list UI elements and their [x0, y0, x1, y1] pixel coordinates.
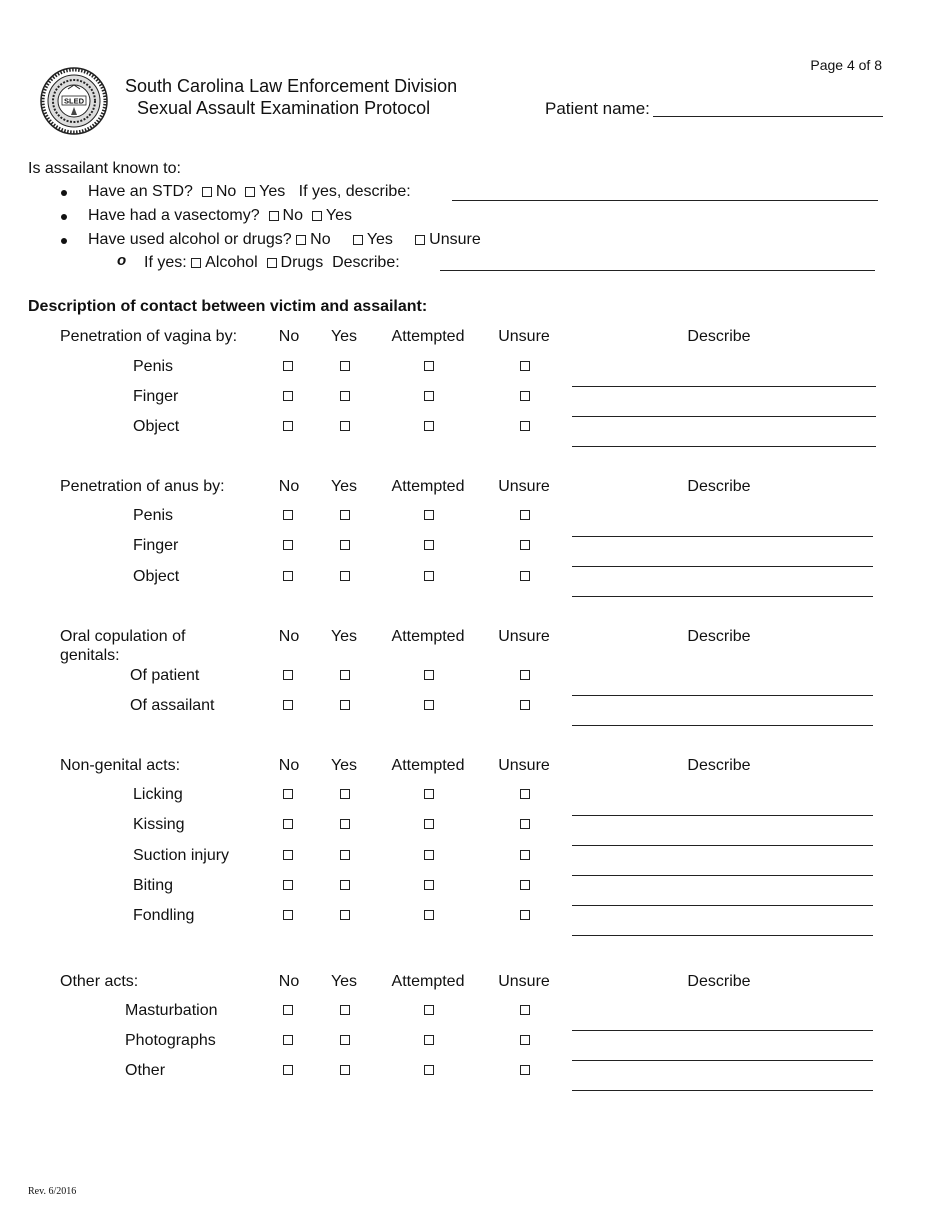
row-label: Masturbation	[125, 1002, 218, 1019]
row-label: Other	[125, 1062, 166, 1079]
describe-field[interactable]	[572, 536, 873, 537]
checkbox-unsure[interactable]	[520, 670, 530, 680]
describe-field[interactable]	[572, 815, 873, 816]
column-header-unsure: Unsure	[498, 628, 550, 645]
describe-field[interactable]	[572, 1090, 873, 1091]
svg-text:SLED: SLED	[63, 96, 85, 106]
patient-name-label: Patient name:	[545, 99, 650, 118]
substance-prefix: If yes:	[144, 254, 187, 271]
row-label: Licking	[133, 786, 183, 803]
alcohol-type-checkbox[interactable]	[191, 258, 201, 268]
checkbox-no[interactable]	[283, 880, 293, 890]
drugs-type-label: Drugs	[280, 254, 324, 271]
checkbox-unsure[interactable]	[520, 850, 530, 860]
alcohol-yes-label: Yes	[366, 231, 393, 248]
std-yes-checkbox[interactable]	[245, 187, 255, 197]
alcohol-unsure-label: Unsure	[429, 231, 481, 248]
column-header-no: No	[278, 628, 300, 645]
section-title: Penetration of vagina by:	[60, 328, 238, 345]
column-header-unsure: Unsure	[498, 328, 550, 345]
row-label: Penis	[133, 507, 174, 524]
checkbox-yes[interactable]	[340, 1005, 350, 1015]
checkbox-attempted[interactable]	[424, 510, 434, 520]
vasectomy-yes-label: Yes	[325, 207, 352, 224]
checkbox-no[interactable]	[283, 819, 293, 829]
column-header-attempted: Attempted	[391, 757, 465, 774]
vasectomy-no-label: No	[282, 207, 303, 224]
checkbox-attempted[interactable]	[424, 391, 434, 401]
agency-name: South Carolina Law Enforcement Division	[125, 76, 458, 96]
describe-field[interactable]	[572, 596, 873, 597]
checkbox-yes[interactable]	[340, 391, 350, 401]
checkbox-yes[interactable]	[340, 880, 350, 890]
column-header-yes: Yes	[330, 628, 358, 645]
vasectomy-label: Have had a vasectomy?	[88, 207, 260, 224]
checkbox-attempted[interactable]	[424, 571, 434, 581]
revision-note: Rev. 6/2016	[28, 1186, 77, 1197]
checkbox-yes[interactable]	[340, 1035, 350, 1045]
describe-field[interactable]	[572, 1060, 873, 1061]
section-title: Oral copulation of	[60, 628, 186, 645]
page-number: Page 4 of 8	[810, 57, 882, 73]
checkbox-unsure[interactable]	[520, 700, 530, 710]
checkbox-no[interactable]	[283, 1035, 293, 1045]
checkbox-no[interactable]	[283, 850, 293, 860]
checkbox-unsure[interactable]	[520, 1005, 530, 1015]
alcohol-unsure-checkbox[interactable]	[415, 235, 425, 245]
row-label: Finger	[133, 388, 179, 405]
row-label: Biting	[133, 877, 174, 894]
alcohol-no-checkbox[interactable]	[296, 235, 306, 245]
section-title-continued: genitals:	[60, 647, 120, 664]
bullet	[61, 190, 67, 196]
row-label: Of assailant	[130, 697, 215, 714]
checkbox-attempted[interactable]	[424, 700, 434, 710]
std-describe-field[interactable]	[452, 200, 878, 201]
alcohol-question	[88, 231, 481, 249]
checkbox-unsure[interactable]	[520, 361, 530, 371]
column-header-yes: Yes	[330, 328, 358, 345]
std-question	[88, 183, 411, 201]
describe-field[interactable]	[572, 905, 873, 906]
row-label: Fondling	[133, 907, 195, 924]
vasectomy-yes-checkbox[interactable]	[312, 211, 322, 221]
checkbox-yes[interactable]	[340, 571, 350, 581]
column-header-describe: Describe	[687, 478, 751, 495]
checkbox-no[interactable]	[283, 421, 293, 431]
assailant-known-question: Is assailant known to:	[28, 160, 181, 177]
checkbox-yes[interactable]	[340, 1065, 350, 1075]
checkbox-no[interactable]	[283, 1005, 293, 1015]
column-header-describe: Describe	[687, 328, 751, 345]
describe-field[interactable]	[572, 935, 873, 936]
checkbox-yes[interactable]	[340, 361, 350, 371]
checkbox-no[interactable]	[283, 361, 293, 371]
row-label: Kissing	[133, 816, 185, 833]
checkbox-attempted[interactable]	[424, 361, 434, 371]
checkbox-yes[interactable]	[340, 819, 350, 829]
substance-subquestion	[144, 254, 400, 272]
checkbox-no[interactable]	[283, 910, 293, 920]
checkbox-yes[interactable]	[340, 510, 350, 520]
checkbox-no[interactable]	[283, 391, 293, 401]
checkbox-attempted[interactable]	[424, 880, 434, 890]
checkbox-attempted[interactable]	[424, 1065, 434, 1075]
column-header-attempted: Attempted	[391, 478, 465, 495]
column-header-attempted: Attempted	[391, 328, 465, 345]
column-header-describe: Describe	[687, 973, 751, 990]
bullet	[61, 214, 67, 220]
checkbox-unsure[interactable]	[520, 421, 530, 431]
column-header-no: No	[278, 757, 300, 774]
checkbox-unsure[interactable]	[520, 571, 530, 581]
describe-field[interactable]	[572, 566, 873, 567]
bullet	[61, 238, 67, 244]
column-header-unsure: Unsure	[498, 973, 550, 990]
vasectomy-question	[88, 207, 352, 225]
checkbox-unsure[interactable]	[520, 510, 530, 520]
column-header-unsure: Unsure	[498, 478, 550, 495]
column-header-no: No	[278, 328, 300, 345]
checkbox-unsure[interactable]	[520, 1035, 530, 1045]
checkbox-no[interactable]	[283, 1065, 293, 1075]
column-header-no: No	[278, 478, 300, 495]
checkbox-unsure[interactable]	[520, 391, 530, 401]
describe-field[interactable]	[572, 446, 876, 447]
checkbox-attempted[interactable]	[424, 910, 434, 920]
column-header-attempted: Attempted	[391, 628, 465, 645]
checkbox-attempted[interactable]	[424, 540, 434, 550]
row-label: Object	[133, 418, 180, 435]
checkbox-attempted[interactable]	[424, 819, 434, 829]
column-header-describe: Describe	[687, 757, 751, 774]
checkbox-unsure[interactable]	[520, 1065, 530, 1075]
checkbox-no[interactable]	[283, 670, 293, 680]
row-label: Penis	[133, 358, 174, 375]
describe-field[interactable]	[572, 845, 873, 846]
section-title: Penetration of anus by:	[60, 478, 225, 495]
substance-describe-field[interactable]	[440, 270, 875, 271]
column-header-yes: Yes	[330, 757, 358, 774]
column-header-yes: Yes	[330, 478, 358, 495]
std-label: Have an STD?	[88, 183, 193, 200]
checkbox-unsure[interactable]	[520, 789, 530, 799]
substance-describe-label: Describe:	[332, 254, 400, 271]
checkbox-no[interactable]	[283, 789, 293, 799]
checkbox-attempted[interactable]	[424, 1035, 434, 1045]
contact-heading: Description of contact between victim and assailant:	[28, 298, 428, 315]
std-no-checkbox[interactable]	[202, 187, 212, 197]
checkbox-attempted[interactable]	[424, 670, 434, 680]
column-header-unsure: Unsure	[498, 757, 550, 774]
checkbox-unsure[interactable]	[520, 819, 530, 829]
checkbox-no[interactable]	[283, 700, 293, 710]
column-header-yes: Yes	[330, 973, 358, 990]
checkbox-attempted[interactable]	[424, 421, 434, 431]
checkbox-yes[interactable]	[340, 700, 350, 710]
row-label: Of patient	[130, 667, 200, 684]
describe-field[interactable]	[572, 386, 876, 387]
checkbox-no[interactable]	[283, 540, 293, 550]
checkbox-unsure[interactable]	[520, 880, 530, 890]
row-label: Suction injury	[133, 847, 230, 864]
std-yes-label: Yes	[259, 183, 286, 200]
checkbox-yes[interactable]	[340, 421, 350, 431]
checkbox-no[interactable]	[283, 510, 293, 520]
checkbox-yes[interactable]	[340, 789, 350, 799]
checkbox-attempted[interactable]	[424, 1005, 434, 1015]
row-label: Finger	[133, 537, 179, 554]
alcohol-yes-checkbox[interactable]	[353, 235, 363, 245]
describe-field[interactable]	[572, 416, 876, 417]
std-no-label: No	[215, 183, 237, 200]
section-title: Non-genital acts:	[60, 757, 181, 774]
form-title: Sexual Assault Examination Protocol	[137, 98, 431, 118]
checkbox-attempted[interactable]	[424, 850, 434, 860]
drugs-type-checkbox[interactable]	[267, 258, 277, 268]
checkbox-unsure[interactable]	[520, 540, 530, 550]
alcohol-no-label: No	[310, 231, 331, 248]
describe-field[interactable]	[572, 1030, 873, 1031]
alcohol-label: Have used alcohol or drugs?	[88, 231, 292, 248]
row-label: Object	[133, 568, 180, 585]
describe-field[interactable]	[572, 695, 873, 696]
checkbox-yes[interactable]	[340, 910, 350, 920]
column-header-describe: Describe	[687, 628, 751, 645]
alcohol-type-label: Alcohol	[205, 254, 258, 271]
sled-seal-logo	[40, 67, 108, 135]
vasectomy-no-checkbox[interactable]	[269, 211, 279, 221]
checkbox-no[interactable]	[283, 571, 293, 581]
checkbox-attempted[interactable]	[424, 789, 434, 799]
checkbox-yes[interactable]	[340, 850, 350, 860]
std-describe-label: If yes, describe:	[298, 183, 411, 200]
checkbox-yes[interactable]	[340, 670, 350, 680]
column-header-attempted: Attempted	[391, 973, 465, 990]
column-header-no: No	[278, 973, 300, 990]
patient-name-field[interactable]	[653, 116, 883, 117]
section-title: Other acts:	[60, 973, 139, 990]
checkbox-yes[interactable]	[340, 540, 350, 550]
hollow-bullet: o	[117, 252, 127, 269]
row-label: Photographs	[125, 1032, 216, 1049]
checkbox-unsure[interactable]	[520, 910, 530, 920]
describe-field[interactable]	[572, 875, 873, 876]
describe-field[interactable]	[572, 725, 873, 726]
